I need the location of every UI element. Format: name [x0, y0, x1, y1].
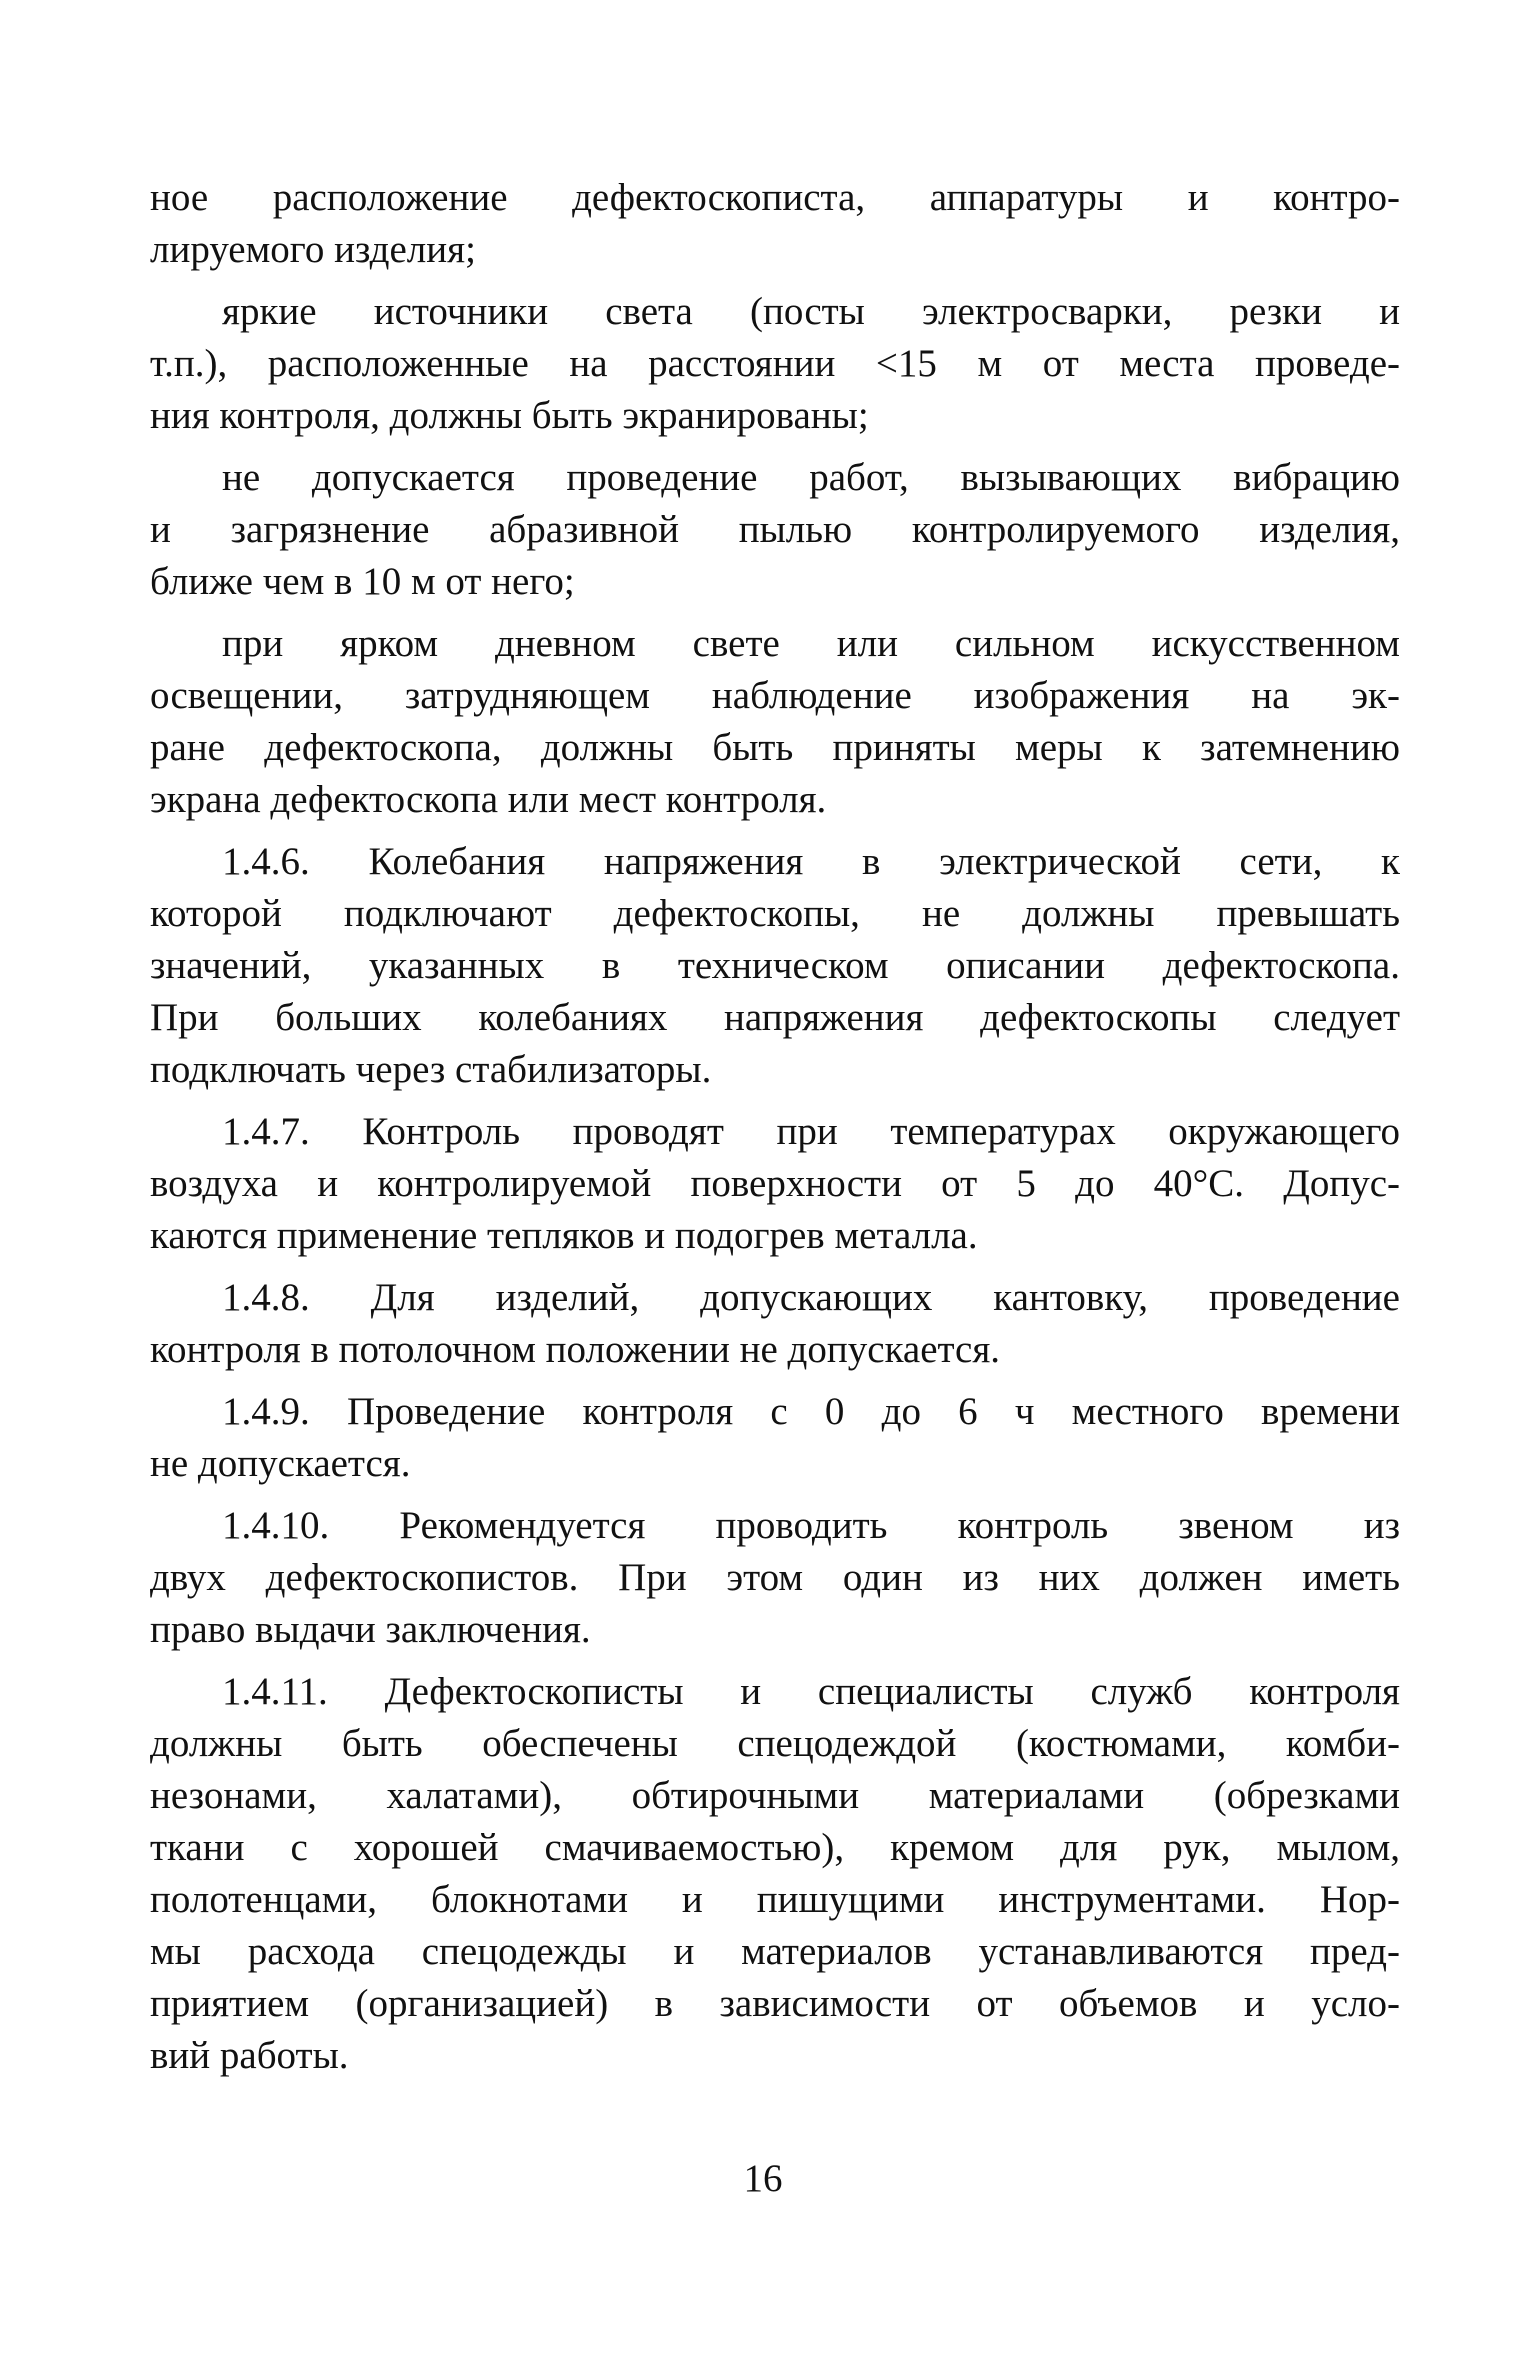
- section-1-4-8: [150, 1272, 1400, 1376]
- text-line: ране дефектоскопа, должны быть приняты меры к затемнению: [150, 726, 1400, 769]
- text-line: приятием (организацией) в зависимости от объемов и усло-: [150, 1982, 1400, 2025]
- section-1-4-10: [150, 1500, 1400, 1656]
- document-page: [150, 172, 1400, 2352]
- page-number: 16: [743, 2157, 783, 2200]
- text-line: не допускается.: [150, 1442, 411, 1485]
- text-line: 1.4.11. Дефектоскописты и специалисты служб контроля: [222, 1670, 1400, 1713]
- text-line: экрана дефектоскопа или мест контроля.: [150, 778, 827, 821]
- text-line: 1.4.6. Колебания напряжения в электрической сети, к: [222, 840, 1400, 883]
- paragraph-vibration: [150, 452, 1400, 608]
- paragraph-light-sources: [150, 286, 1400, 442]
- text-line: незонами, халатами), обтирочными материалами (обрезками: [150, 1774, 1400, 1817]
- text-line: 1.4.9. Проведение контроля с 0 до 6 ч местного времени: [222, 1390, 1400, 1433]
- paragraph-daylight: [150, 618, 1400, 826]
- text-line: 1.4.10. Рекомендуется проводить контроль звеном из: [222, 1504, 1400, 1547]
- text-line: не допускается проведение работ, вызывающих вибрацию: [222, 456, 1400, 499]
- text-line: вий работы.: [150, 2034, 349, 2077]
- text-line: 1.4.8. Для изделий, допускающих кантовку, проведение: [222, 1276, 1400, 1319]
- text-line: освещении, затрудняющем наблюдение изображения на эк-: [150, 674, 1400, 717]
- text-line: которой подключают дефектоскопы, не должны превышать: [150, 892, 1400, 935]
- text-line: яркие источники света (посты электросварки, резки и: [222, 290, 1400, 333]
- text-line: двух дефектоскопистов. При этом один из них должен иметь: [150, 1556, 1400, 1599]
- text-line: полотенцами, блокнотами и пишущими инструментами. Нор-: [150, 1878, 1400, 1921]
- text-line: мы расхода спецодежды и материалов устанавливаются пред-: [150, 1930, 1400, 1973]
- text-line: при ярком дневном свете или сильном искусственном: [222, 622, 1400, 665]
- text-line: 1.4.7. Контроль проводят при температурах окружающего: [222, 1110, 1400, 1153]
- text-line: т.п.), расположенные на расстоянии <15 м от места проведе-: [150, 342, 1400, 385]
- text-line: При больших колебаниях напряжения дефектоскопы следует: [150, 996, 1400, 1039]
- text-line: должны быть обеспечены спецодеждой (костюмами, комби-: [150, 1722, 1400, 1765]
- text-line: каются применение тепляков и подогрев металла.: [150, 1214, 978, 1257]
- section-1-4-6: [150, 836, 1400, 1096]
- section-1-4-11: [150, 1666, 1400, 2082]
- text-line: и загрязнение абразивной пылью контролируемого изделия,: [150, 508, 1400, 551]
- section-1-4-9: [150, 1386, 1400, 1490]
- text-line: лируемого изделия;: [150, 228, 476, 271]
- text-line: подключать через стабилизаторы.: [150, 1048, 712, 1091]
- text-line: ткани с хорошей смачиваемостью), кремом для рук, мылом,: [150, 1826, 1400, 1869]
- text-line: ния контроля, должны быть экранированы;: [150, 394, 869, 437]
- section-1-4-7: [150, 1106, 1400, 1262]
- text-line: право выдачи заключения.: [150, 1608, 591, 1651]
- text-line: контроля в потолочном положении не допускается.: [150, 1328, 1001, 1371]
- text-line: значений, указанных в техническом описании дефектоскопа.: [150, 944, 1400, 987]
- text-line: воздуха и контролируемой поверхности от 5 до 40°С. Допус-: [150, 1162, 1400, 1205]
- text-line: ное расположение дефектоскописта, аппаратуры и контро-: [150, 176, 1400, 219]
- paragraph-placement: [150, 172, 1400, 276]
- text-line: ближе чем в 10 м от него;: [150, 560, 575, 603]
